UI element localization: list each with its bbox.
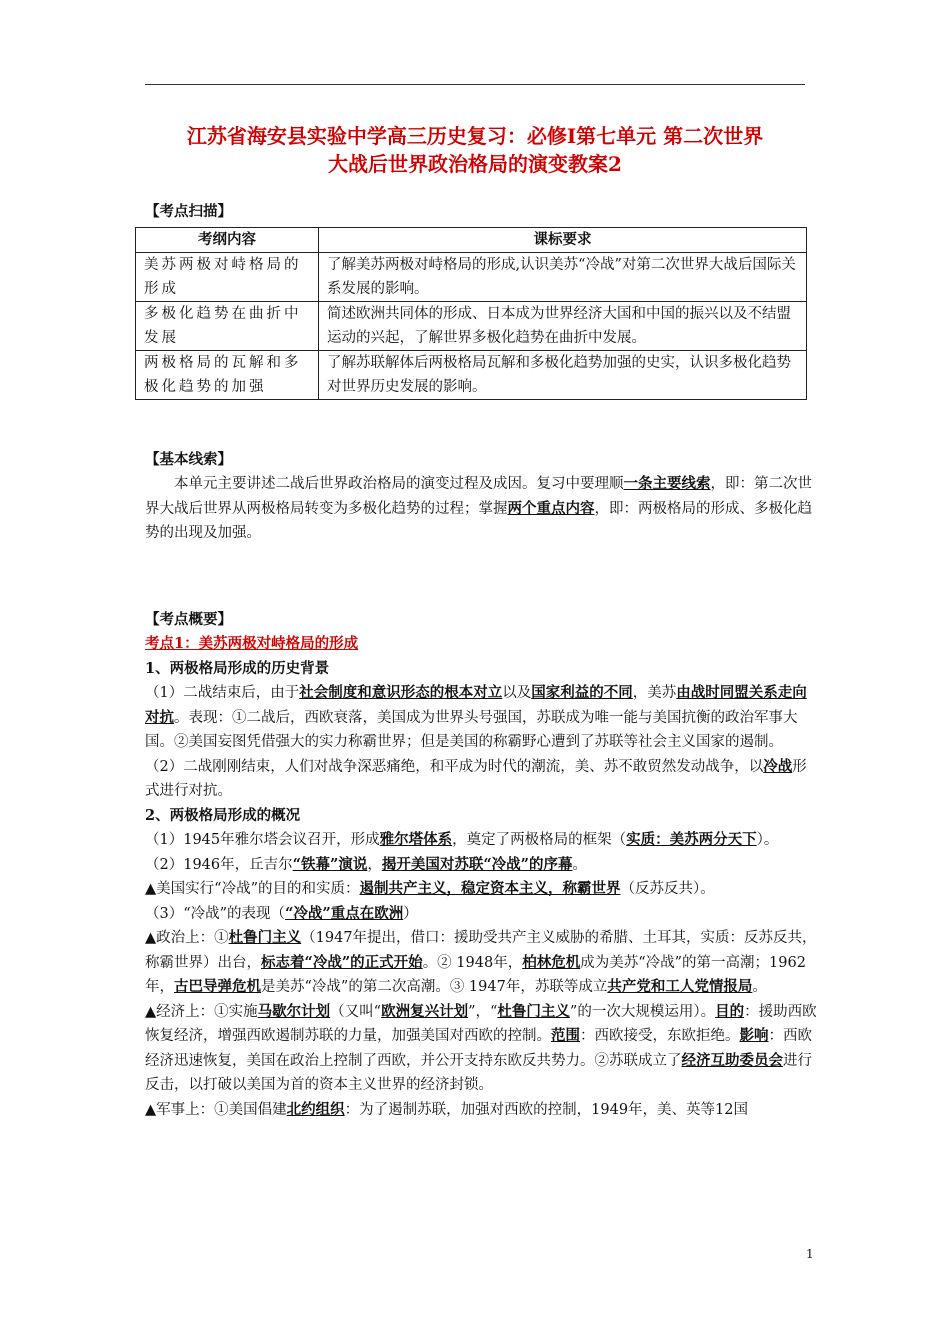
document-title <box>135 122 815 178</box>
header-topic: 考纲内容 <box>136 227 319 252</box>
paragraph-political: ▲政治上：①杜鲁门主义（1947年提出，借口：援助受共产主义威胁的希腊、土耳其，实质：反苏反共，称霸世界）出台，标志着“冷战”的正式开始。② 1948年，柏林危机成为美苏“冷战”的第一高潮；1962年，古巴导弹危机是美苏“冷战”的第二次高潮。③ 1947年，苏联等成立共产党和工人党情报局。 <box>145 929 817 995</box>
paragraph-background-2: （2）二战刚刚结束，人们对战争深恶痛绝，和平成为时代的潮流，美、苏不敢贸然发动战争，以冷战形式进行对抗。 <box>145 757 807 799</box>
table-row <box>136 350 807 399</box>
table-row <box>136 301 807 350</box>
row-requirement: 了解美苏两极对峙格局的形成,认识美苏“冷战”对第二次世界大战后国际关系发展的影响。 <box>319 252 807 301</box>
table-header-row <box>136 227 807 252</box>
row-topic: 两极格局的瓦解和多极化趋势的加强 <box>136 350 319 399</box>
table-row <box>136 252 807 301</box>
paragraph-background-1: （1）二战结束后，由于社会制度和意识形态的根本对立以及国家利益的不同，美苏由战时同盟关系走向对抗。表现：①二战后，西欧衰落，美国成为世界头号强国，苏联成为唯一能与美国抗衡的政治军事大国。②美国妄图凭借强大的实力称霸世界；但是美国的称霸野心遭到了苏联等社会主义国家的遏制。 <box>145 684 807 750</box>
title-line-2: 大战后世界政治格局的演变教案2 <box>328 152 622 176</box>
header-requirement: 课标要求 <box>319 227 807 252</box>
clue-label: 【基本线索】 <box>145 450 232 468</box>
scan-table <box>135 227 807 400</box>
scan-label: 【考点扫描】 <box>145 203 232 220</box>
paragraph-cold-war-purpose: ▲美国实行“冷战”的目的和实质：遏制共产主义，稳定资本主义，称霸世界（反苏反共）。 <box>145 880 715 897</box>
paragraph-yalta: （1）1945年雅尔塔会议召开，形成雅尔塔体系，奠定了两极格局的框架（实质：美苏两分天下）。 <box>145 831 779 848</box>
row-requirement: 简述欧洲共同体的形成、日本成为世界经济大国和中国的振兴以及不结盟运动的兴起，了解世界多极化趋势在曲折中发展。 <box>319 301 807 350</box>
document-body <box>145 200 817 1122</box>
paragraph-military: ▲军事上：①美国倡建北约组织：为了遏制苏联，加强对西欧的控制，1949年，美、英等12国 <box>145 1100 749 1118</box>
point-1-heading: 考点1：美苏两极对峙格局的形成 <box>145 635 359 652</box>
paragraph-cold-war-manifest: （3）“冷战”的表现（“冷战”重点在欧洲） <box>145 904 418 922</box>
paragraph-iron-curtain: （2）1946年，丘吉尔“铁幕”演说，揭开美国对苏联“冷战”的序幕。 <box>145 855 588 873</box>
page-number: 1 <box>806 1247 814 1261</box>
row-requirement: 了解苏联解体后两极格局瓦解和多极化趋势加强的史实，认识多极化趋势对世界历史发展的影响。 <box>319 350 807 399</box>
subheading-overview: 2、两极格局形成的概况 <box>145 806 301 824</box>
title-line-1: 江苏省海安县实验中学高三历史复习：必修Ⅰ第七单元 第二次世界 <box>186 124 764 148</box>
paragraph-economic: ▲经济上：①实施马歇尔计划（又叫“欧洲复兴计划”，“杜鲁门主义”的一次大规模运用）。目的：援助西欧恢复经济，增强西欧遏制苏联的力量，加强美国对西欧的控制。范围：西欧接受，东欧拒绝。影响：西欧经济迅速恢复，美国在政治上控制了西欧，并公开支持东欧反共势力。②苏联成立了经济互助委员会进行反击，以打破以美国为首的资本主义世界的经济封锁。 <box>145 1002 817 1093</box>
header-rule <box>145 84 805 85</box>
row-topic: 美苏两极对峙格局的形成 <box>136 252 319 301</box>
clue-paragraph: 本单元主要讲述二战后世界政治格局的演变过程及成因。复习中要理顺一条主要线索，即：第二次世界大战后世界从两极格局转变为多极化趋势的过程；掌握两个重点内容，即：两极格局的形成、多极化趋势的出现及加强。 <box>145 475 812 541</box>
overview-label: 【考点概要】 <box>145 610 232 628</box>
subheading-background: 1、两极格局形成的历史背景 <box>145 659 330 677</box>
row-topic: 多极化趋势在曲折中发展 <box>136 301 319 350</box>
